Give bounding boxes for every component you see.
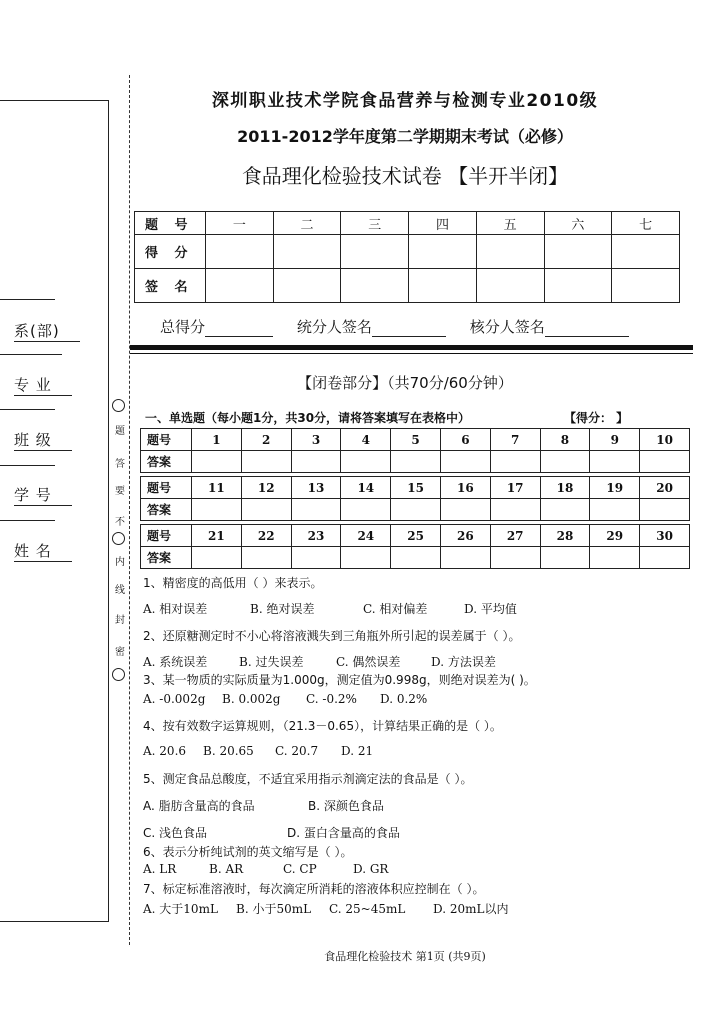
school-title: 深圳职业技术学院食品营养与检测专业2010级: [211, 91, 599, 111]
binding-char: 答: [115, 459, 125, 470]
question-number: 29: [590, 525, 640, 547]
signature-cell[interactable]: [341, 269, 409, 303]
question-number: 8: [540, 429, 590, 451]
option[interactable]: D. 21: [341, 744, 374, 758]
exam-term-title: 2011-2012学年度第二学期期末考试（必修）: [237, 127, 573, 146]
total-score-blank[interactable]: [205, 336, 273, 337]
signature-row: [135, 269, 680, 303]
option[interactable]: B. 20.65: [203, 744, 254, 758]
option[interactable]: B. 过失误差: [239, 655, 304, 669]
option[interactable]: D. 20mL以内: [433, 902, 509, 916]
question-number: 30: [640, 525, 690, 547]
q1-score-label: 【得分： 】: [564, 411, 629, 425]
signature-line: [160, 316, 629, 337]
question-number: 13: [291, 477, 341, 499]
binding-hole: [112, 532, 125, 545]
question-5-options: [143, 797, 384, 814]
row-label: 题号: [141, 525, 192, 547]
question-number: 19: [590, 477, 640, 499]
question-1: 1、精密度的高低用（ ）来表示。: [143, 576, 323, 590]
name-field[interactable]: 姓 名: [14, 540, 72, 562]
binding-char: 密: [115, 647, 125, 658]
question-2-options: [143, 653, 496, 670]
answer-cell[interactable]: [540, 451, 590, 473]
tally-signer-label: 统分人签名: [296, 318, 372, 336]
score-cell[interactable]: [206, 235, 274, 269]
question-number: 9: [590, 429, 640, 451]
question-5: 5、测定食品总酸度，不适宜采用指示剂滴定法的食品是（ ）。: [143, 772, 473, 786]
question-5-options-more: [143, 824, 400, 841]
signature-cell[interactable]: [409, 269, 477, 303]
answer-row: [141, 451, 690, 473]
answer-cell[interactable]: [590, 451, 640, 473]
option[interactable]: A. 系统误差: [143, 655, 208, 669]
answer-cell[interactable]: [440, 451, 490, 473]
question-number: 3: [291, 429, 341, 451]
question-7-options: [143, 900, 508, 917]
score-cell[interactable]: [544, 235, 612, 269]
option[interactable]: B. 小于50mL: [236, 902, 312, 916]
answer-cell[interactable]: [291, 451, 341, 473]
row-label: 题 号: [135, 212, 206, 235]
answer-cell[interactable]: [590, 547, 640, 569]
option[interactable]: D. 方法误差: [431, 655, 496, 669]
question-number: 14: [341, 477, 391, 499]
question-number: 15: [391, 477, 441, 499]
side-rule: [0, 299, 55, 300]
answer-cell[interactable]: [391, 499, 441, 521]
major-field[interactable]: 专 业: [14, 374, 72, 396]
department-field[interactable]: 系(部): [14, 320, 80, 342]
option[interactable]: B. 0.002g: [222, 692, 281, 706]
question-number: 22: [241, 525, 291, 547]
question-number: 4: [341, 429, 391, 451]
question-number: 10: [640, 429, 690, 451]
option[interactable]: C. 相对偏差: [363, 602, 428, 616]
answer-cell[interactable]: [490, 451, 540, 473]
question-number: 26: [440, 525, 490, 547]
answer-cell[interactable]: [391, 451, 441, 473]
signature-cell[interactable]: [476, 269, 544, 303]
option[interactable]: A. 相对误差: [143, 602, 208, 616]
row-label: 答案: [141, 547, 192, 569]
column-header: 二: [273, 212, 341, 235]
row-label: 得 分: [135, 235, 206, 269]
answer-cell[interactable]: [192, 451, 242, 473]
option[interactable]: D. 0.2%: [380, 692, 428, 706]
page-footer: 食品理化检验技术 第1页 (共9页): [324, 950, 486, 963]
option[interactable]: B. 深颜色食品: [308, 799, 384, 813]
answer-cell[interactable]: [192, 499, 242, 521]
option[interactable]: C. 偶然误差: [336, 655, 401, 669]
score-table-header-row: [135, 212, 680, 235]
answer-cell[interactable]: [341, 499, 391, 521]
question-number: 20: [640, 477, 690, 499]
question-3-options: [143, 692, 427, 706]
answer-cell[interactable]: [291, 547, 341, 569]
binding-margin-box: [0, 100, 109, 922]
side-rule: [0, 409, 55, 410]
answer-table: [140, 428, 690, 569]
side-rule: [0, 354, 62, 355]
class-field[interactable]: 班 级: [14, 429, 72, 451]
option[interactable]: A. 大于10mL: [143, 902, 218, 916]
answer-cell[interactable]: [440, 499, 490, 521]
question-number: 21: [192, 525, 242, 547]
option[interactable]: B. AR: [209, 862, 244, 876]
check-signer-label: 核分人签名: [469, 318, 545, 336]
answer-cell[interactable]: [640, 547, 690, 569]
column-header: 七: [612, 212, 680, 235]
question-number: 27: [490, 525, 540, 547]
binding-char: 题: [115, 426, 125, 437]
signature-cell[interactable]: [544, 269, 612, 303]
question-number: 5: [391, 429, 441, 451]
answer-cell[interactable]: [640, 451, 690, 473]
score-row: [135, 235, 680, 269]
question-number: 18: [540, 477, 590, 499]
answer-cell[interactable]: [241, 547, 291, 569]
binding-hole: [112, 399, 125, 412]
divider-thick: [130, 345, 693, 350]
answer-number-row: [141, 477, 690, 499]
signature-cell[interactable]: [206, 269, 274, 303]
question-1-options: [143, 600, 517, 617]
option[interactable]: D. GR: [353, 862, 389, 876]
row-label: 答案: [141, 499, 192, 521]
answer-cell[interactable]: [291, 499, 341, 521]
answer-cell[interactable]: [540, 547, 590, 569]
option[interactable]: A. 20.6: [143, 744, 187, 758]
check-signer-blank[interactable]: [545, 336, 629, 337]
answer-cell[interactable]: [590, 499, 640, 521]
option[interactable]: C. 25~45mL: [329, 902, 406, 916]
column-header: 四: [409, 212, 477, 235]
answer-cell[interactable]: [241, 451, 291, 473]
answer-row: [141, 499, 690, 521]
question-number: 12: [241, 477, 291, 499]
column-header: 三: [341, 212, 409, 235]
row-label: 答案: [141, 451, 192, 473]
binding-char: 要: [115, 486, 125, 497]
option[interactable]: C. CP: [283, 862, 317, 876]
binding-dashed-line: [129, 75, 130, 945]
row-label: 签 名: [135, 269, 206, 303]
option[interactable]: C. 浅色食品: [143, 826, 208, 840]
side-rule: [0, 520, 55, 521]
question-7: 7、标定标准溶液时，每次滴定所消耗的溶液体积应控制在（ ）。: [143, 882, 485, 896]
option[interactable]: A. LR: [143, 862, 177, 876]
divider-thin: [130, 353, 693, 354]
option[interactable]: D. 蛋白含量高的食品: [287, 826, 400, 840]
answer-cell[interactable]: [640, 499, 690, 521]
binding-hole: [112, 668, 125, 681]
binding-char: 不: [115, 517, 125, 528]
question-number: 23: [291, 525, 341, 547]
question-number: 6: [440, 429, 490, 451]
answer-cell[interactable]: [192, 547, 242, 569]
answer-number-row: [141, 429, 690, 451]
binding-char: 内: [115, 557, 125, 568]
answer-cell[interactable]: [341, 451, 391, 473]
question-number: 11: [192, 477, 242, 499]
side-rule: [0, 465, 55, 466]
score-table: [134, 211, 680, 303]
question-6: 6、表示分析纯试剂的英文缩写是（ ）。: [143, 845, 353, 859]
score-cell[interactable]: [476, 235, 544, 269]
column-header: 六: [544, 212, 612, 235]
tally-signer-blank[interactable]: [372, 336, 446, 337]
paper-title: 食品理化检验技术试卷 【半开半闭】: [241, 164, 569, 188]
binding-char: 封: [115, 615, 125, 626]
score-cell[interactable]: [409, 235, 477, 269]
binding-char: 线: [115, 585, 125, 596]
question-6-options: [143, 862, 388, 876]
option[interactable]: B. 绝对误差: [250, 602, 315, 616]
question-number: 16: [440, 477, 490, 499]
answer-cell[interactable]: [440, 547, 490, 569]
answer-cell[interactable]: [241, 499, 291, 521]
signature-cell[interactable]: [612, 269, 680, 303]
question-4-options: [143, 744, 373, 758]
question-number: 24: [341, 525, 391, 547]
column-header: 五: [476, 212, 544, 235]
student-id-field[interactable]: 学 号: [14, 484, 72, 506]
row-label: 题号: [141, 477, 192, 499]
answer-cell[interactable]: [490, 547, 540, 569]
answer-cell[interactable]: [341, 547, 391, 569]
option[interactable]: A. -0.002g: [143, 692, 206, 706]
signature-cell[interactable]: [273, 269, 341, 303]
option[interactable]: C. -0.2%: [306, 692, 357, 706]
score-cell[interactable]: [612, 235, 680, 269]
section-title: 【闭卷部分】（共70分/60分钟）: [297, 374, 513, 392]
answer-row: [141, 547, 690, 569]
question-3: 3、某一物质的实际质量为1.000g，测定值为0.998g，则绝对误差为( )。: [143, 673, 536, 687]
q1-heading: 一、单选题（每小题1分，共30分，请将答案填写在表格中）: [145, 411, 471, 425]
question-number: 25: [391, 525, 441, 547]
question-number: 7: [490, 429, 540, 451]
question-number: 28: [540, 525, 590, 547]
question-number: 1: [192, 429, 242, 451]
answer-cell[interactable]: [391, 547, 441, 569]
row-label: 题号: [141, 429, 192, 451]
answer-number-row: [141, 525, 690, 547]
question-2: 2、还原糖测定时不小心将溶液溅失到三角瓶外所引起的误差属于（ ）。: [143, 629, 521, 643]
score-cell[interactable]: [273, 235, 341, 269]
option[interactable]: A. 脂肪含量高的食品: [143, 799, 255, 813]
question-4: 4、按有效数字运算规则，（21.3－0.65），计算结果正确的是（ ）。: [143, 719, 502, 733]
score-cell[interactable]: [341, 235, 409, 269]
question-number: 2: [241, 429, 291, 451]
option[interactable]: D. 平均值: [464, 602, 517, 616]
column-header: 一: [206, 212, 274, 235]
option[interactable]: C. 20.7: [275, 744, 319, 758]
total-score-label: 总得分: [160, 318, 206, 336]
question-number: 17: [490, 477, 540, 499]
answer-cell[interactable]: [540, 499, 590, 521]
answer-cell[interactable]: [490, 499, 540, 521]
